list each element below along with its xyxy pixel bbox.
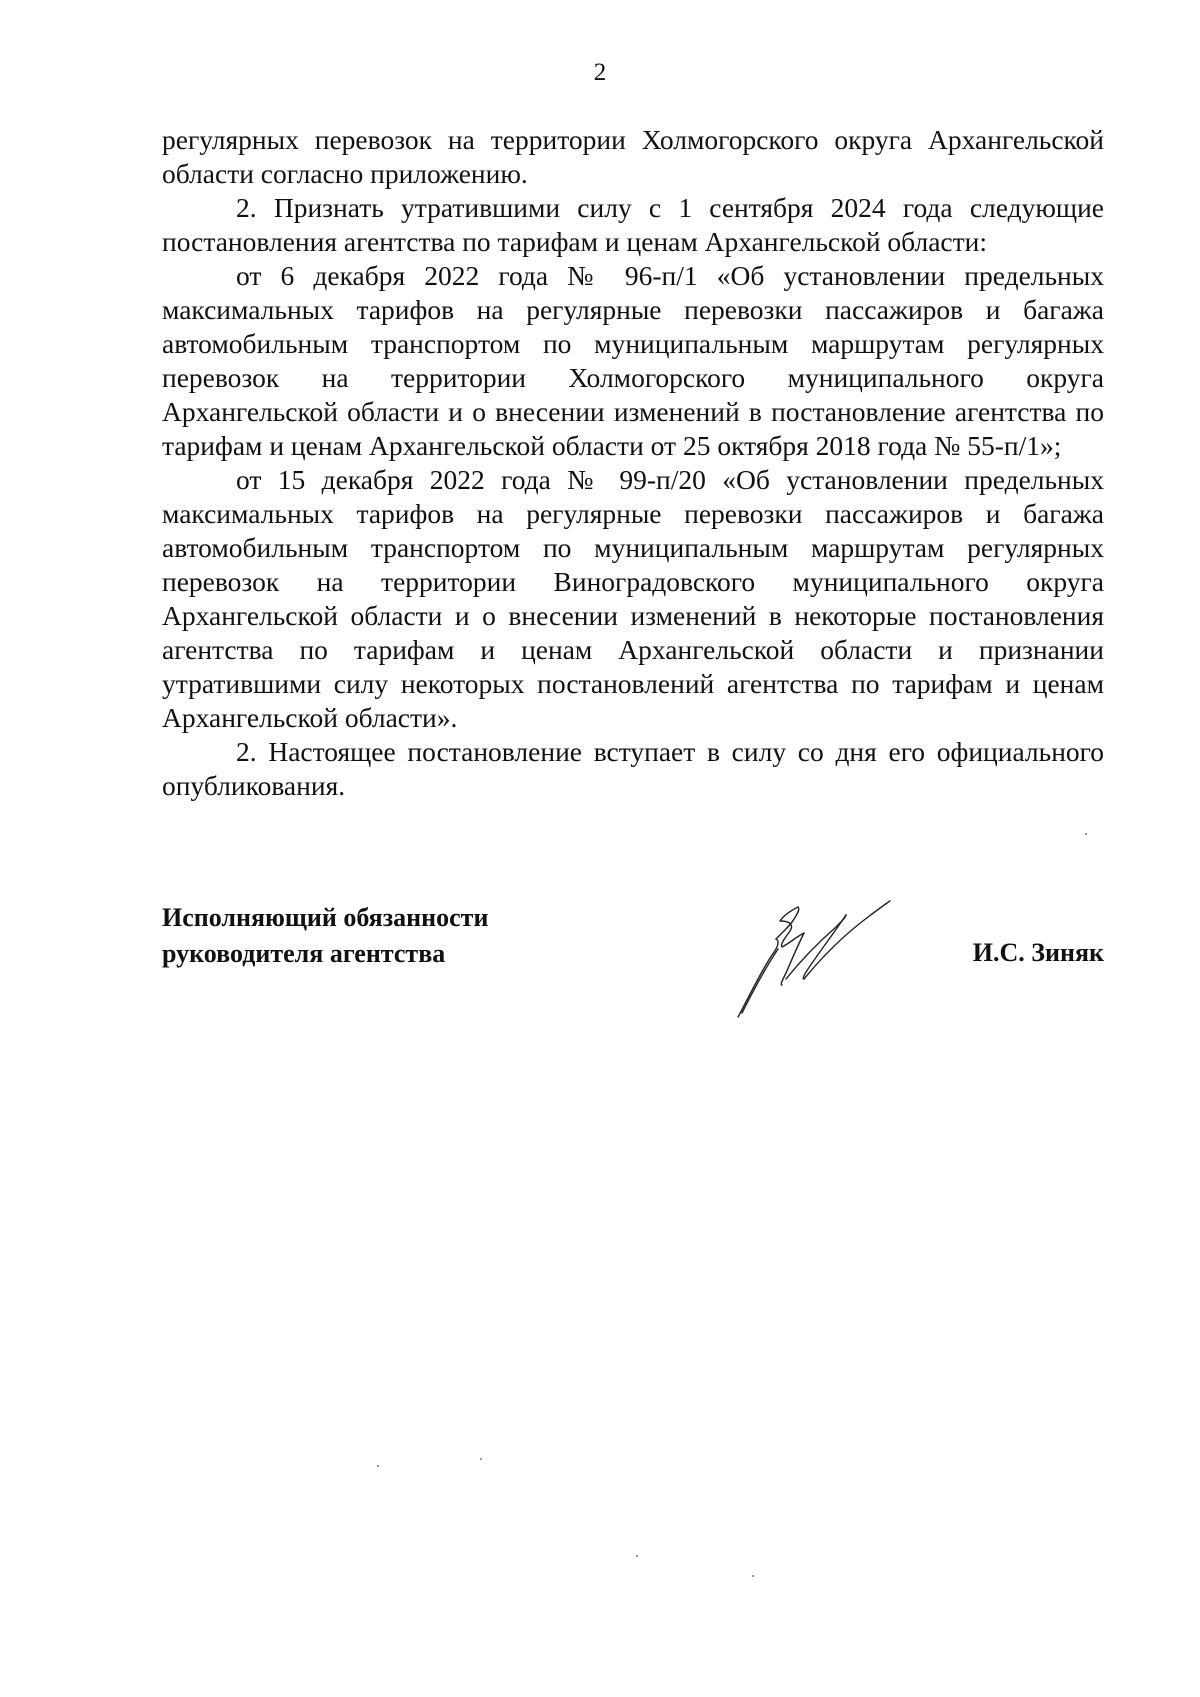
paragraph-continuation: регулярных перевозок на территории Холмогорского округа Архангельской области согласно приложению. — [162, 124, 1104, 189]
scan-speck — [480, 1458, 482, 1460]
paragraph-repealed-act-99: от 15 декабря 2022 года № 99-п/20 «Об установлении предельных максимальных тарифов на регулярные перевозки пассажиров и багажа автомобильным транспортом по муниципальным маршрутам регулярных перевозок на территории Виноградовского муниципального округа Архангельской области и о внесении изменений в некоторые постановления агентства по тарифам и ценам Архангельской области и признании утратившими силу некоторых постановлений агентства по тарифам и ценам Архангельской области». — [162, 464, 1104, 733]
scan-speck — [377, 1465, 379, 1467]
scan-speck — [636, 1555, 638, 1557]
scan-speck — [752, 1575, 754, 1577]
page-number: 2 — [593, 59, 607, 86]
document-body — [162, 123, 1104, 803]
signatory-name: И.С. Зиняк — [972, 938, 1104, 967]
handwritten-signature — [720, 885, 920, 1025]
signatory-position — [162, 900, 488, 972]
paragraph-entry-into-force: 2. Настоящее постановление вступает в силу со дня его официального опубликования. — [162, 736, 1104, 801]
scan-speck — [1085, 833, 1087, 835]
signatory-position-line1: Исполняющий обязанности — [162, 903, 489, 932]
signatory-position-line2: руководителя агентства — [162, 939, 446, 968]
paragraph-item-2-repeal: 2. Признать утратившими силу с 1 сентября 2024 года следующие постановления агентства по тарифам и ценам Архангельской области: — [162, 192, 1104, 257]
paragraph-repealed-act-96: от 6 декабря 2022 года № 96-п/1 «Об установлении предельных максимальных тарифов на регулярные перевозки пассажиров и багажа автомобильным транспортом по муниципальным маршрутам регулярных перевозок на территории Холмогорского муниципального округа Архангельской области и о внесении изменений в постановление агентства по тарифам и ценам Архангельской области от 25 октября 2018 года № 55-п/1»; — [162, 260, 1104, 461]
